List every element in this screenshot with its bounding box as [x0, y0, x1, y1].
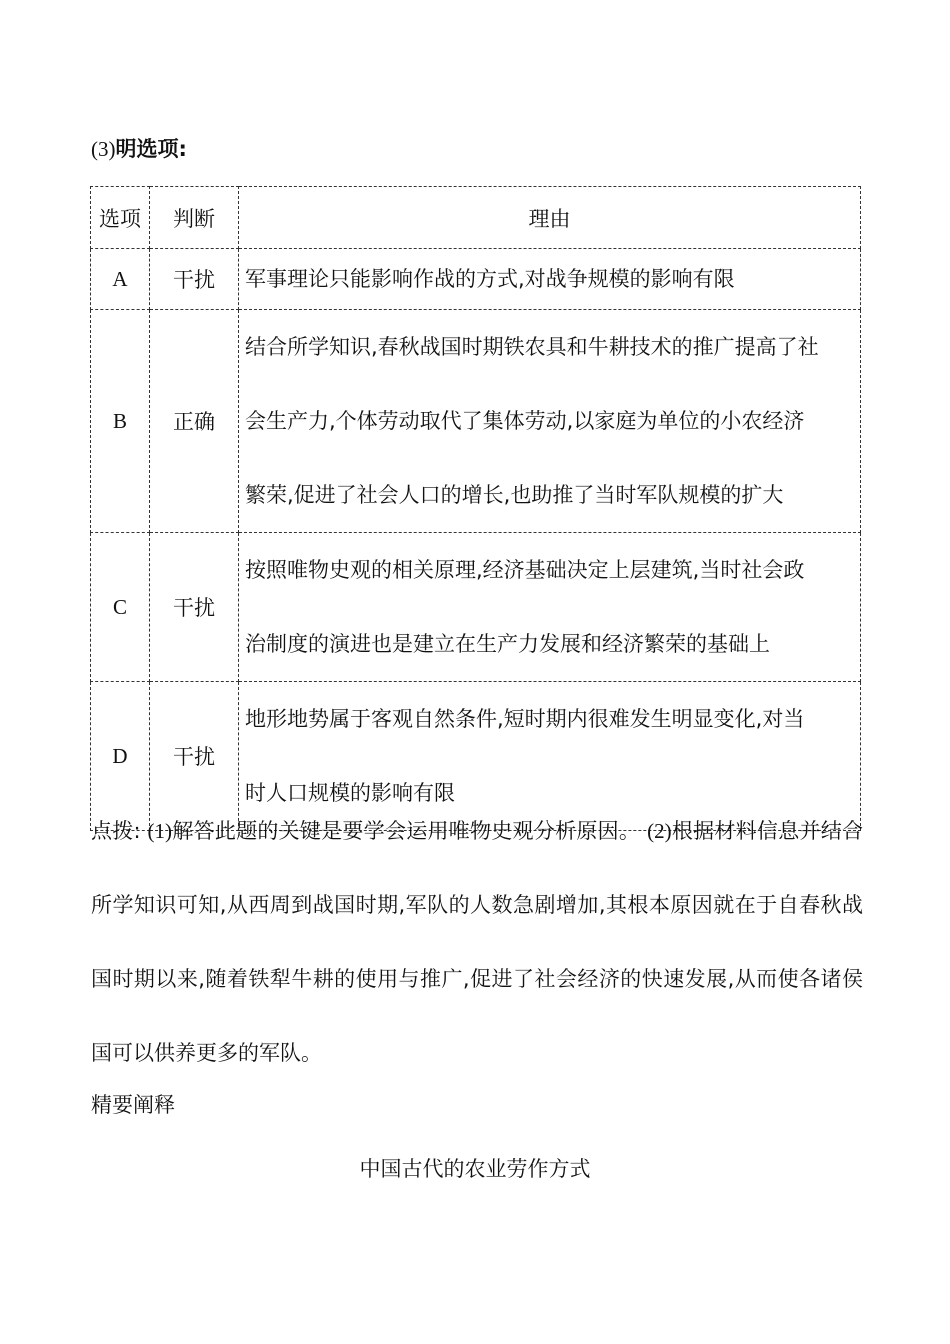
- option-letter: A: [91, 249, 150, 310]
- reason-cell: [239, 533, 861, 682]
- table-row: [91, 249, 861, 310]
- hint-part1-number: (1): [147, 819, 173, 843]
- judgement: 干扰: [150, 682, 239, 831]
- reason-line: 治制度的演进也是建立在生产力发展和经济繁荣的基础上: [245, 632, 770, 656]
- judgement: 正确: [150, 310, 239, 533]
- header-option: 选项: [91, 187, 150, 249]
- option-letter: B: [91, 310, 150, 533]
- reason-line: 地形地势属于客观自然条件,短时期内很难发生明显变化,对当: [245, 707, 805, 731]
- section-number: (3): [91, 137, 116, 161]
- reason-cell: [239, 249, 861, 310]
- options-table: [90, 186, 861, 831]
- hint-part2-text: 根据材料信息并结合所学知识可知,从西周到战国时期,军队的人数急剧增加,其根本原因就在于自春秋战国时期以来,随着铁犁牛耕的使用与推广,促进了社会经济的快速发展,从而使各诸侯国可以供养更多的军队。: [91, 819, 863, 1065]
- table-row: [91, 533, 861, 682]
- table-row: [91, 310, 861, 533]
- subsection-heading: 精要阐释: [91, 1093, 175, 1117]
- reason-line: 按照唯物史观的相关原理,经济基础决定上层建筑,当时社会政: [245, 558, 805, 582]
- header-judgement: 判断: [150, 187, 239, 249]
- centered-title: 中国古代的农业劳作方式: [359, 1157, 591, 1181]
- option-letter: D: [91, 682, 150, 831]
- reason-line: 结合所学知识,春秋战国时期铁农具和牛耕技术的推广提高了社: [245, 335, 819, 359]
- section-heading: [91, 134, 187, 164]
- header-reason: 理由: [239, 187, 861, 249]
- reason-line: 时人口规模的影响有限: [245, 781, 455, 805]
- reason-line: 军事理论只能影响作战的方式,对战争规模的影响有限: [245, 267, 735, 291]
- hint-label: 点拨:: [91, 819, 148, 843]
- table-header-row: [91, 187, 861, 249]
- reason-line: 繁荣,促进了社会人口的增长,也助推了当时军队规模的扩大: [245, 483, 784, 507]
- reason-cell: [239, 310, 861, 533]
- hint-paragraph: [91, 794, 863, 1090]
- hint-part1-text: 解答此题的关键是要学会运用唯物史观分析原因。: [172, 819, 641, 843]
- judgement: 干扰: [150, 533, 239, 682]
- option-letter: C: [91, 533, 150, 682]
- section-title: 明选项:: [115, 137, 187, 161]
- reason-line: 会生产力,个体劳动取代了集体劳动,以家庭为单位的小农经济: [245, 409, 805, 433]
- hint-part2-number: (2): [647, 819, 672, 843]
- judgement: 干扰: [150, 249, 239, 310]
